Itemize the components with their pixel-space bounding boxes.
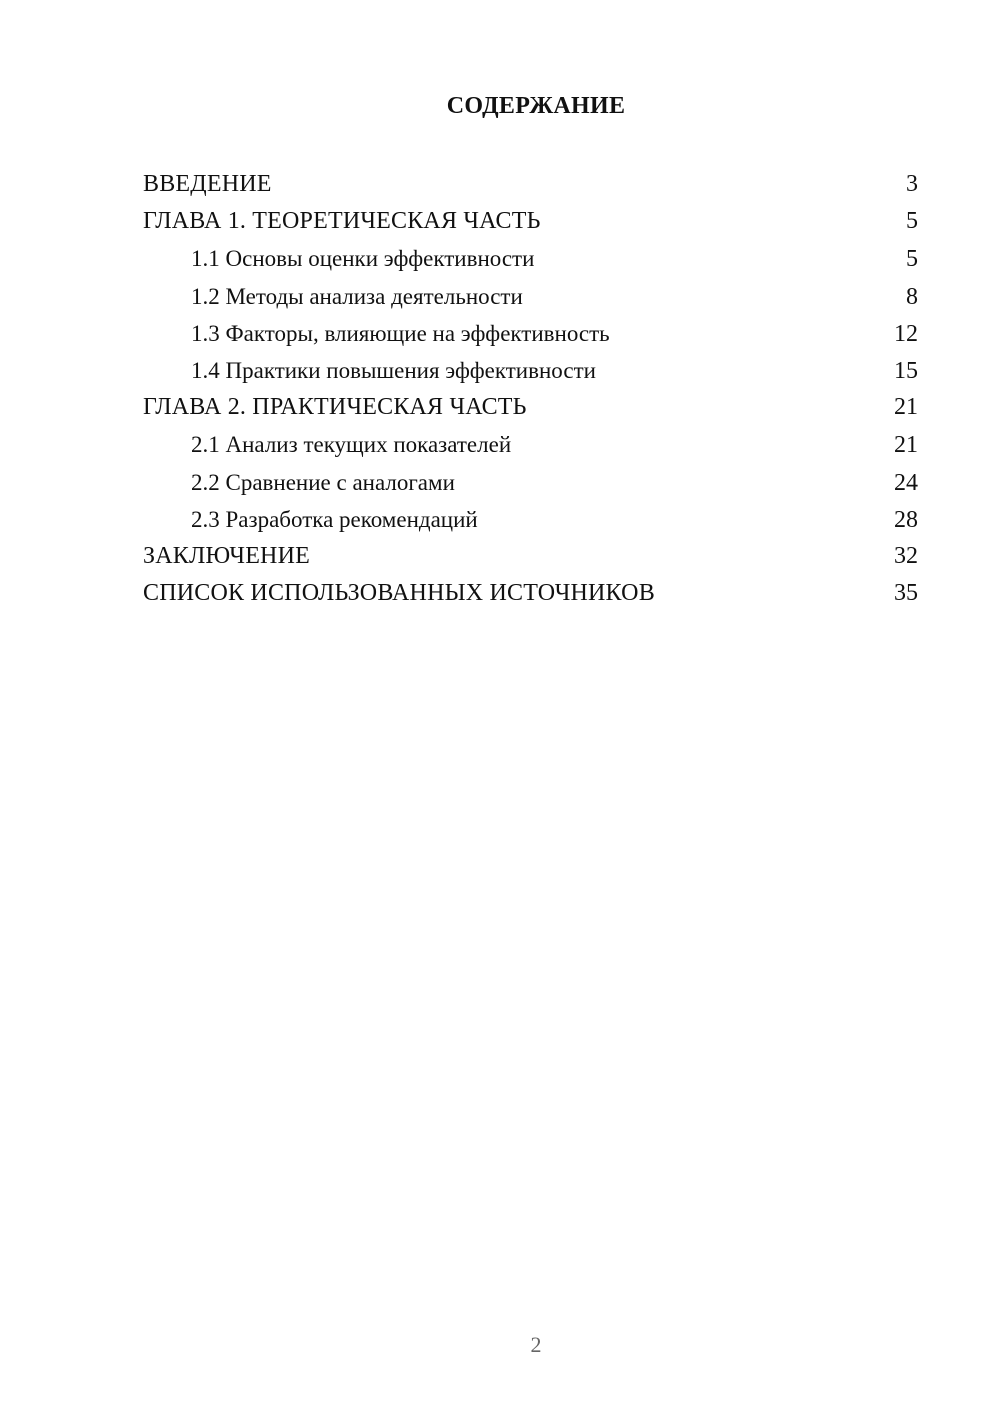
toc-entry bbox=[143, 240, 918, 277]
toc-entry bbox=[143, 464, 918, 501]
toc-entry-page: 8 bbox=[906, 283, 918, 310]
toc-entry bbox=[143, 538, 918, 575]
toc-entry bbox=[143, 426, 918, 463]
toc-entry-page: 15 bbox=[894, 357, 918, 384]
toc-entry-page: 28 bbox=[894, 506, 918, 533]
toc-entry-label: ВВЕДЕНИЕ bbox=[143, 171, 272, 197]
toc-entry-label: 2.2 Сравнение с аналогами bbox=[191, 469, 455, 495]
toc-entry-page: 5 bbox=[906, 246, 918, 273]
toc-entry bbox=[143, 166, 918, 203]
toc-entry-page: 3 bbox=[906, 171, 918, 197]
page-title: СОДЕРЖАНИЕ bbox=[446, 93, 626, 119]
toc-entry-page: 21 bbox=[894, 394, 918, 421]
toc-entry-label: 2.1 Анализ текущих показателей bbox=[191, 432, 512, 458]
toc-entry-page: 12 bbox=[894, 320, 918, 347]
toc-entry-label: 2.3 Разработка рекомендаций bbox=[191, 506, 478, 532]
toc-entry bbox=[143, 389, 918, 426]
toc-entry-label: 1.3 Факторы, влияющие на эффективность bbox=[191, 320, 610, 346]
toc-entry-label: 1.2 Методы анализа деятельности bbox=[191, 283, 523, 309]
toc-entry bbox=[143, 278, 918, 315]
toc-entry-page: 21 bbox=[894, 432, 918, 459]
toc-entry-label: ГЛАВА 2. ПРАКТИЧЕСКАЯ ЧАСТЬ bbox=[143, 394, 527, 421]
toc-entry-label: ЗАКЛЮЧЕНИЕ bbox=[143, 542, 310, 569]
toc-entry bbox=[143, 315, 918, 352]
page-number: 2 bbox=[530, 1332, 542, 1357]
toc-entry-page: 24 bbox=[894, 469, 918, 496]
toc-entry-label: ГЛАВА 1. ТЕОРЕТИЧЕСКАЯ ЧАСТЬ bbox=[143, 208, 541, 235]
toc-entry-label: СПИСОК ИСПОЛЬЗОВАННЫХ ИСТОЧНИКОВ bbox=[143, 580, 655, 607]
toc-entry-page: 35 bbox=[894, 580, 918, 607]
toc-entry-page: 32 bbox=[894, 542, 918, 569]
toc-entry bbox=[143, 203, 918, 240]
toc-entry-label: 1.1 Основы оценки эффективности bbox=[191, 246, 535, 272]
toc-entry bbox=[143, 501, 918, 538]
toc-entry-label: 1.4 Практики повышения эффективности bbox=[191, 357, 596, 383]
table-of-contents bbox=[143, 166, 918, 612]
toc-entry bbox=[143, 575, 918, 612]
toc-entry bbox=[143, 352, 918, 389]
toc-entry-page: 5 bbox=[906, 208, 918, 235]
